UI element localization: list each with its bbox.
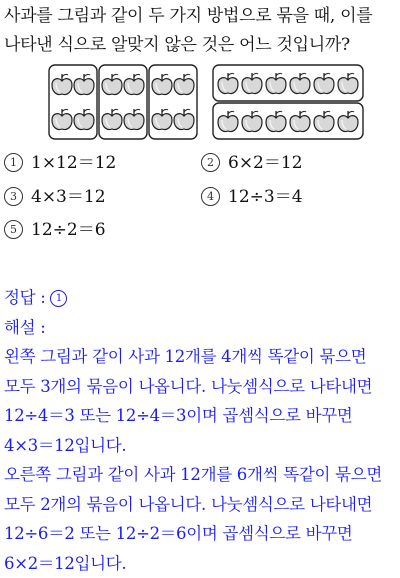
choice-1[interactable] <box>4 152 116 174</box>
apple-icon <box>290 73 310 94</box>
apple-icon <box>242 111 262 132</box>
apple-icon <box>124 74 144 95</box>
explanation-line-1: 왼쪽 그림과 같이 사과 12개를 4개씩 똑같이 묶으면 <box>4 347 367 366</box>
choice-5-marker: 5 <box>4 220 23 239</box>
choice-1-marker: 1 <box>4 153 23 172</box>
apple-icon <box>124 109 144 130</box>
apple-icon <box>52 74 72 95</box>
apple-icon <box>314 73 334 94</box>
explanation-line-8: 6×2＝12입니다. <box>4 553 127 573</box>
apple-icon <box>290 111 310 132</box>
apple-icon <box>174 109 194 130</box>
explanation-line-7: 12÷6＝2 또는 12÷2＝6이며 곱셈식으로 바꾸면 <box>4 524 353 543</box>
explanation-line-4: 4×3＝12입니다. <box>4 435 127 455</box>
apple-icon <box>174 74 194 95</box>
choice-3-marker: 3 <box>4 187 23 206</box>
choice-5-text: 12÷2＝6 <box>31 220 106 240</box>
apple-icon <box>74 74 94 95</box>
apple-icon <box>266 73 286 94</box>
question-line-1: 사과를 그림과 같이 두 가지 방법으로 묶을 때, 이를 <box>4 6 373 26</box>
apple-icon <box>338 111 358 132</box>
choice-4[interactable] <box>201 186 303 208</box>
apple-icon <box>266 111 286 132</box>
apple-icon <box>74 109 94 130</box>
choice-1-text: 1×12＝12 <box>31 153 117 173</box>
explanation-line-3: 12÷4＝3 또는 12÷4＝3이며 곱셈식으로 바꾸면 <box>4 406 353 425</box>
apple-icon <box>338 73 358 94</box>
choice-4-text: 12÷3＝4 <box>228 187 303 207</box>
answer-marker: 1 <box>50 290 67 307</box>
question-line-2: 나타낸 식으로 알맞지 않은 것은 어느 것입니까? <box>4 35 350 55</box>
apple-icon <box>152 109 172 130</box>
apple-icon <box>314 111 334 132</box>
explanation-line-5: 오른쪽 그림과 같이 사과 12개를 6개씩 똑같이 묶으면 <box>4 465 382 484</box>
explanation-line-6: 모두 2개의 묶음이 나옵니다. 나눗셈식으로 나타내면 <box>4 494 373 514</box>
choice-2-marker: 2 <box>201 153 220 172</box>
apple-icon <box>102 109 122 130</box>
choice-2[interactable] <box>201 152 303 174</box>
apple-icon <box>218 73 238 94</box>
apple-icon <box>52 109 72 130</box>
answer-line <box>4 283 400 313</box>
explanation-line-2: 모두 3개의 묶음이 나옵니다. 나눗셈식으로 나타내면 <box>4 376 373 396</box>
choice-3[interactable] <box>4 186 106 208</box>
choice-3-text: 4×3＝12 <box>31 187 106 207</box>
answer-label: 정답 : <box>4 288 46 307</box>
question-text <box>4 2 398 60</box>
apple-icon <box>102 74 122 95</box>
apple-icon <box>242 73 262 94</box>
choice-5[interactable] <box>4 219 106 241</box>
choice-2-text: 6×2＝12 <box>228 153 303 173</box>
apple-icon <box>152 74 172 95</box>
apple-icon <box>218 111 238 132</box>
explanation-label: 해설 : <box>4 317 46 337</box>
choice-4-marker: 4 <box>201 187 220 206</box>
apple-grouping-figure <box>47 62 367 142</box>
answer-section <box>4 283 400 578</box>
